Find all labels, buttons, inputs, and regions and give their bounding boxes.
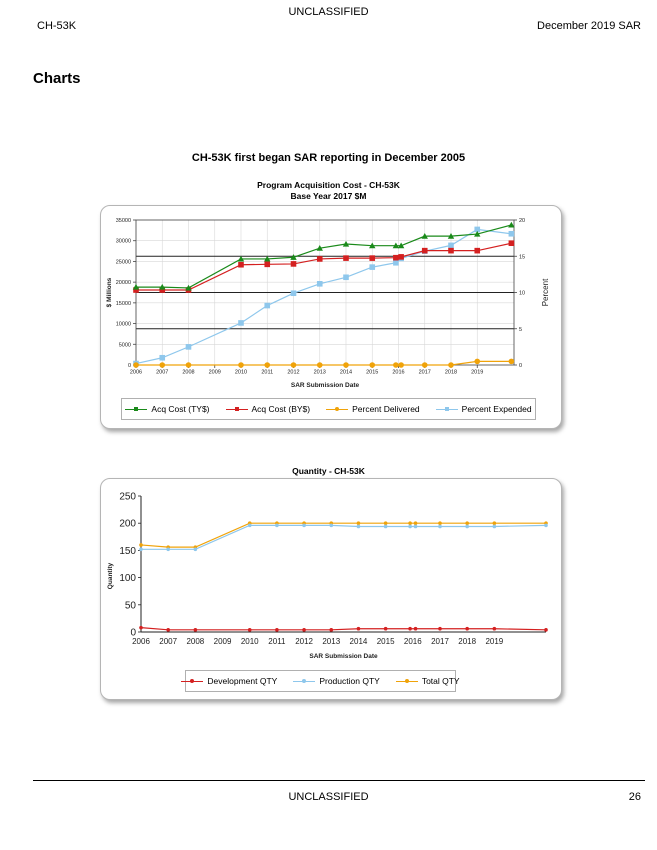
legend-item-production-qty [293, 676, 379, 686]
data-point-acq-cost-by [264, 262, 270, 268]
page-number: 26 [628, 791, 641, 803]
data-point-total-qty [357, 521, 361, 525]
data-point-percent-expended [369, 264, 375, 270]
legend-label-acq-cost-ty: Acq Cost (TY$) [151, 404, 210, 414]
data-point-percent-delivered [398, 362, 404, 368]
data-point-percent-expended [291, 290, 297, 296]
data-point-percent-delivered [369, 362, 375, 368]
data-point-development-qty [329, 628, 333, 632]
cost-x-tick-label: 2015 [366, 369, 379, 376]
cost-y2-axis-title: Percent [541, 278, 550, 307]
legend-swatch-production-qty [293, 677, 315, 685]
data-point-percent-delivered [317, 362, 323, 368]
data-point-total-qty [465, 521, 469, 525]
quantity-y-tick-label: 0 [130, 627, 136, 639]
legend-label-production-qty: Production QTY [319, 676, 380, 686]
data-point-acq-cost-by [448, 248, 454, 254]
legend-item-acq-cost-by [226, 404, 311, 414]
classification-marking-bottom: UNCLASSIFIED [288, 791, 369, 803]
cost-x-tick-label: 2018 [444, 369, 458, 376]
cost-y-axis-title: $ Millions [106, 277, 113, 308]
legend-item-percent-expended [436, 404, 532, 414]
legend-item-total-qty [396, 676, 460, 686]
quantity-chart-panel [100, 478, 562, 700]
data-point-production-qty [438, 525, 442, 529]
data-point-percent-delivered [343, 362, 349, 368]
data-point-development-qty [357, 627, 361, 631]
data-point-percent-expended [509, 231, 515, 237]
data-point-percent-delivered [393, 362, 399, 368]
data-point-percent-delivered [448, 362, 454, 368]
legend-swatch-acq-cost-by [226, 405, 248, 413]
data-point-percent-expended [186, 344, 192, 350]
legend-swatch-development-qty [181, 677, 203, 685]
data-point-production-qty [329, 524, 333, 528]
charts-intro-text: CH-53K first began SAR reporting in December 2005 [191, 152, 466, 164]
data-point-acq-cost-by [238, 262, 244, 268]
cost-y-tick-label: 35000 [115, 218, 131, 224]
data-point-development-qty [302, 628, 306, 632]
quantity-x-tick-label: 2007 [159, 637, 178, 646]
cost-y-tick-label: 0 [127, 363, 131, 369]
cost-chart-panel [100, 205, 562, 429]
cost-y2-tick-label: 0 [519, 363, 523, 369]
data-point-percent-expended [238, 320, 244, 326]
quantity-x-tick-label: 2011 [268, 637, 286, 646]
quantity-x-axis-title: SAR Submission Date [309, 653, 378, 660]
data-point-percent-expended [317, 281, 323, 287]
data-point-production-qty [248, 524, 252, 528]
series-line-percent-expended [136, 229, 511, 363]
data-point-production-qty [302, 524, 306, 528]
cost-x-axis-title: SAR Submission Date [290, 382, 360, 389]
series-line-production-qty [141, 525, 546, 549]
data-point-total-qty [139, 543, 143, 547]
legend-label-percent-delivered: Percent Delivered [352, 404, 420, 414]
cost-y2-tick-label: 5 [519, 326, 523, 333]
quantity-x-tick-label: 2006 [132, 637, 150, 646]
data-point-percent-delivered [159, 362, 165, 368]
data-point-production-qty [493, 525, 497, 529]
legend-label-percent-expended: Percent Expended [461, 404, 532, 414]
data-point-percent-expended [448, 243, 454, 249]
data-point-development-qty [194, 628, 198, 632]
data-point-percent-delivered [474, 359, 480, 365]
data-point-development-qty [384, 627, 388, 631]
data-point-percent-expended [159, 355, 165, 361]
data-point-development-qty [544, 628, 548, 632]
cost-y-tick-label: 5000 [118, 342, 131, 349]
data-point-percent-delivered [291, 362, 297, 368]
quantity-y-tick-label: 50 [124, 600, 136, 612]
data-point-percent-expended [343, 274, 349, 280]
quantity-x-tick-label: 2009 [213, 637, 232, 646]
cost-x-tick-label: 2014 [339, 369, 353, 376]
data-point-production-qty [384, 525, 388, 529]
data-point-percent-expended [264, 303, 270, 309]
section-title: Charts [33, 70, 81, 87]
data-point-development-qty [139, 626, 143, 630]
data-point-development-qty [408, 627, 412, 631]
data-point-acq-cost-by [398, 254, 404, 260]
data-point-percent-delivered [186, 362, 192, 368]
quantity-y-tick-label: 100 [119, 573, 136, 585]
quantity-x-tick-label: 2017 [431, 637, 449, 646]
data-point-development-qty [414, 627, 418, 631]
quantity-y-tick-label: 150 [119, 545, 136, 557]
data-point-total-qty [408, 521, 412, 525]
legend-item-development-qty [181, 676, 277, 686]
data-point-total-qty [384, 521, 388, 525]
quantity-x-tick-label: 2010 [240, 637, 259, 646]
footer-divider [33, 780, 645, 781]
data-point-acq-cost-by [317, 256, 323, 262]
data-point-acq-cost-by [393, 255, 399, 261]
data-point-production-qty [194, 548, 198, 552]
quantity-x-tick-label: 2014 [349, 637, 368, 646]
cost-x-tick-label: 2010 [234, 369, 248, 376]
cost-y-tick-label: 25000 [115, 259, 131, 266]
legend-swatch-percent-expended [436, 405, 458, 413]
cost-y2-tick-label: 20 [519, 218, 526, 224]
data-point-acq-cost-by [474, 248, 480, 254]
legend-item-percent-delivered [326, 404, 420, 414]
data-point-development-qty [248, 628, 252, 632]
legend-swatch-total-qty [396, 677, 418, 685]
data-point-total-qty [438, 521, 442, 525]
data-point-production-qty [544, 524, 548, 528]
data-point-development-qty [438, 627, 442, 631]
data-point-production-qty [414, 525, 418, 529]
legend-swatch-percent-delivered [326, 405, 348, 413]
data-point-total-qty [414, 521, 418, 525]
chart1-title: Program Acquisition Cost - CH-53K [257, 180, 400, 190]
data-point-percent-delivered [133, 362, 139, 368]
data-point-production-qty [166, 548, 170, 552]
series-line-percent-delivered [136, 361, 511, 365]
data-point-acq-cost-by [509, 240, 515, 246]
report-date: December 2019 SAR [537, 20, 641, 32]
quantity-y-tick-label: 250 [119, 491, 136, 503]
cost-y-tick-label: 20000 [115, 280, 131, 287]
legend-label-total-qty: Total QTY [421, 676, 460, 686]
cost-chart-legend [121, 398, 536, 420]
quantity-x-tick-label: 2008 [186, 637, 205, 646]
classification-marking-top: UNCLASSIFIED [288, 6, 369, 18]
data-point-development-qty [465, 627, 469, 631]
data-point-acq-cost-by [343, 255, 349, 261]
data-point-production-qty [275, 524, 279, 528]
cost-x-tick-label: 2006 [129, 369, 143, 376]
data-point-percent-delivered [422, 362, 428, 368]
quantity-x-tick-label: 2016 [403, 637, 422, 646]
data-point-acq-cost-by [291, 261, 297, 267]
quantity-y-tick-label: 200 [119, 518, 136, 530]
data-point-percent-delivered [509, 359, 515, 365]
cost-y-tick-label: 10000 [115, 321, 131, 328]
cost-x-tick-label: 2012 [287, 369, 300, 376]
legend-label-development-qty: Development QTY [207, 676, 278, 686]
quantity-x-tick-label: 2013 [322, 637, 341, 646]
cost-x-tick-label: 2016 [392, 369, 405, 376]
program-name: CH-53K [37, 20, 77, 32]
data-point-production-qty [465, 525, 469, 529]
quantity-y-axis-title: Quantity [107, 562, 114, 590]
cost-y2-tick-label: 10 [519, 290, 526, 297]
cost-x-tick-label: 2013 [313, 369, 326, 376]
data-point-percent-delivered [264, 362, 270, 368]
cost-chart [101, 206, 561, 428]
data-point-percent-expended [393, 260, 399, 266]
quantity-chart-legend [185, 670, 460, 692]
data-point-production-qty [139, 548, 143, 552]
cost-x-tick-label: 2008 [182, 369, 195, 376]
cost-y-tick-label: 30000 [115, 238, 131, 245]
data-point-production-qty [357, 525, 361, 529]
data-point-production-qty [408, 525, 412, 529]
data-point-development-qty [275, 628, 279, 632]
legend-label-acq-cost-by: Acq Cost (BY$) [251, 404, 311, 414]
data-point-acq-cost-by [422, 248, 428, 254]
series-line-development-qty [141, 628, 546, 630]
legend-item-acq-cost-ty [125, 404, 209, 414]
data-point-percent-delivered [238, 362, 244, 368]
chart2-title: Quantity - CH-53K [292, 466, 365, 476]
quantity-x-tick-label: 2012 [295, 637, 313, 646]
data-point-development-qty [493, 627, 497, 631]
quantity-x-tick-label: 2015 [376, 637, 395, 646]
data-point-acq-cost-by [369, 255, 375, 261]
quantity-x-tick-label: 2018 [458, 637, 477, 646]
chart1-subtitle: Base Year 2017 $M [290, 191, 367, 201]
quantity-chart [101, 479, 561, 699]
data-point-development-qty [166, 628, 170, 632]
quantity-x-tick-label: 2019 [485, 637, 504, 646]
cost-x-tick-label: 2017 [418, 369, 431, 376]
legend-swatch-acq-cost-ty [125, 405, 147, 413]
data-point-total-qty [493, 521, 497, 525]
cost-y2-tick-label: 15 [519, 254, 526, 261]
cost-x-tick-label: 2007 [156, 369, 169, 376]
cost-y-tick-label: 15000 [115, 300, 131, 307]
cost-x-tick-label: 2011 [261, 369, 274, 376]
cost-x-tick-label: 2009 [208, 369, 221, 376]
cost-x-tick-label: 2019 [471, 369, 484, 376]
